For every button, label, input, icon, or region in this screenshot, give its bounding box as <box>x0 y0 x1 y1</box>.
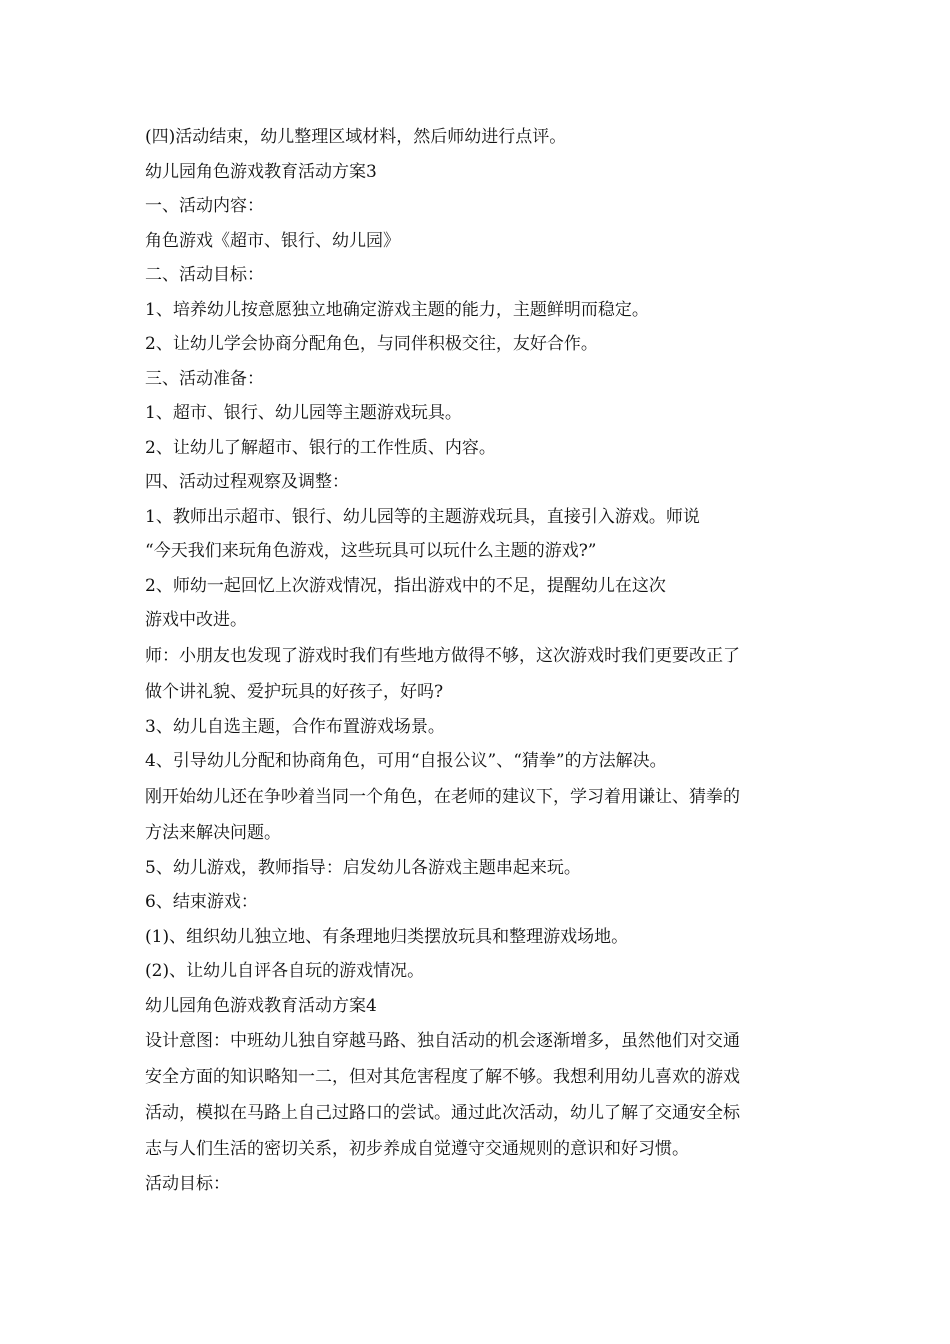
text-line: 活动目标： <box>145 1174 230 1194</box>
text-line: 6、结束游戏： <box>145 892 258 912</box>
document-body <box>145 120 810 1202</box>
section-heading: 幼儿园角色游戏教育活动方案3 <box>145 161 377 182</box>
text-line: 2、让幼儿学会协商分配角色，与同伴积极交往，友好合作。 <box>145 334 598 354</box>
text-line: 5、幼儿游戏，教师指导：启发幼儿各游戏主题串起来玩。 <box>145 857 581 878</box>
text-line: 3、幼儿自选主题，合作布置游戏场景。 <box>145 716 445 737</box>
text-line: (四)活动结束，幼儿整理区域材料，然后师幼进行点评。 <box>145 127 567 147</box>
text-line: 角色游戏《超市、银行、幼儿园》 <box>145 230 400 251</box>
text-line: 刚开始幼儿还在争吵着当同一个角色，在老师的建议下，学习着用谦让、猜拳的 <box>145 786 740 807</box>
text-line: 1、教师出示超市、银行、幼儿园等的主题游戏玩具，直接引入游戏。师说 <box>145 506 700 527</box>
text-line: 设计意图：中班幼儿独自穿越马路、独自活动的机会逐渐增多，虽然他们对交通 <box>145 1031 740 1051</box>
text-line: 1、培养幼儿按意愿独立地确定游戏主题的能力，主题鲜明而稳定。 <box>145 299 649 320</box>
text-line: 方法来解决问题。 <box>145 822 281 843</box>
text-line: “今天我们来玩角色游戏，这些玩具可以玩什么主题的游戏?” <box>145 541 597 561</box>
text-line: 2、让幼儿了解超市、银行的工作性质、内容。 <box>145 437 496 458</box>
text-line: 二、活动目标： <box>145 265 264 285</box>
text-line: 三、活动准备： <box>145 368 264 389</box>
text-line: 1、超市、银行、幼儿园等主题游戏玩具。 <box>145 403 462 423</box>
text-line: 一、活动内容： <box>145 196 264 216</box>
text-line: 做个讲礼貌、爱护玩具的好孩子，好吗? <box>145 681 444 702</box>
text-line: 安全方面的知识略知一二，但对其危害程度了解不够。我想利用幼儿喜欢的游戏 <box>145 1067 740 1087</box>
text-line: 师：小朋友也发现了游戏时我们有些地方做得不够，这次游戏时我们更要改正了 <box>145 645 740 666</box>
text-line: (2)、让幼儿自评各自玩的游戏情况。 <box>145 961 425 981</box>
text-line: 志与人们生活的密切关系，初步养成自觉遵守交通规则的意识和好习惯。 <box>145 1139 689 1159</box>
text-line: 4、引导幼儿分配和协商角色，可用“自报公议”、“猜拳”的方法解决。 <box>145 751 667 771</box>
text-line: 活动，模拟在马路上自己过路口的尝试。通过此次活动，幼儿了解了交通安全标 <box>145 1103 740 1123</box>
text-line: 四、活动过程观察及调整： <box>145 472 349 492</box>
text-line: (1)、组织幼儿独立地、有条理地归类摆放玩具和整理游戏场地。 <box>145 926 629 947</box>
text-line: 游戏中改进。 <box>145 610 247 630</box>
section-heading: 幼儿园角色游戏教育活动方案4 <box>145 995 377 1016</box>
text-line: 2、师幼一起回忆上次游戏情况，指出游戏中的不足，提醒幼儿在这次 <box>145 575 666 596</box>
